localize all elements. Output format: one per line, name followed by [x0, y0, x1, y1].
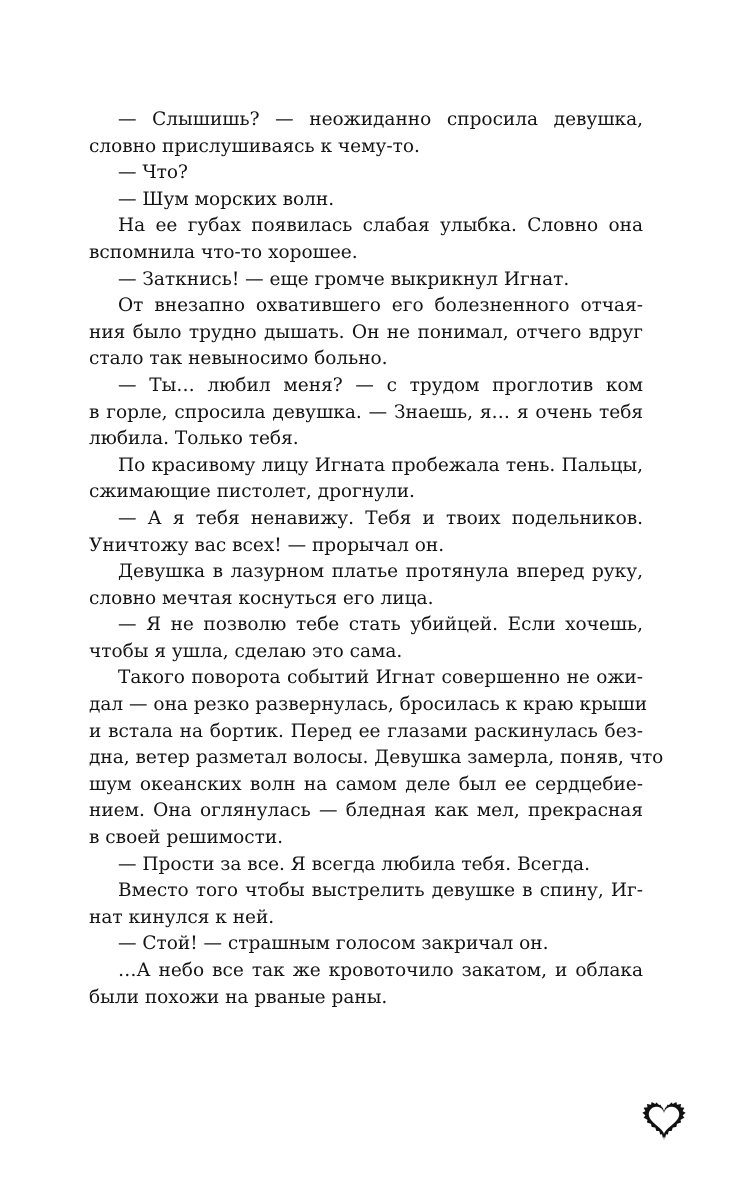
text-line: в своей решимости. [89, 827, 284, 849]
text-line: — Я не позволю тебе стать убийцей. Если хочешь, [118, 614, 643, 636]
text-line: — Прости за все. Я всегда любила тебя. Всегда. [118, 853, 590, 875]
text-line: дал — она резко развернулась, бросилась к краю крыши [89, 694, 648, 716]
text-line: — Слышишь? — неожиданно спросила девушка, [118, 109, 643, 130]
text-line: в горле, спросила девушка. — Знаешь, я… я очень тебя [89, 401, 643, 423]
text-line: Вместо того чтобы выстрелить девушке в спину, Иг- [118, 880, 643, 902]
text-line: сжимающие пистолет, дрогнули. [89, 481, 415, 503]
page-text [89, 107, 664, 1011]
text-line: Девушка в лазурном платье протянула вперед руку, [118, 561, 643, 583]
text-line: нат кинулся к ней. [89, 906, 275, 928]
text-line: — Ты… любил меня? — с трудом проглотив ком [118, 374, 643, 396]
text-line: были похожи на рваные раны. [89, 986, 388, 1008]
text-line: — Шум морских волн. [118, 188, 335, 210]
text-line: ния было трудно дышать. Он не понимал, отчего вдруг [89, 321, 643, 343]
text-line: вспомнила что-то хорошее. [89, 241, 358, 263]
text-line: стало так невыносимо больно. [89, 348, 388, 370]
text-line: — А я тебя ненавижу. Тебя и твоих подельников. [118, 507, 643, 529]
text-line: любила. Только тебя. [89, 428, 299, 450]
text-line: чтобы я ушла, сделаю это сама. [89, 640, 403, 662]
text-line: шум океанских волн на самом деле был ее сердцебие- [89, 773, 643, 795]
text-line: Уничтожу вас всех! — прорычал он. [89, 534, 445, 556]
text-line: — Что? [118, 162, 188, 184]
text-line: дна, ветер разметал волосы. Девушка замерла, поняв, что [89, 747, 664, 769]
text-line: словно прислушиваясь к чему-то. [89, 135, 420, 157]
text-line: — Заткнись! — еще громче выкрикнул Игнат. [118, 268, 570, 290]
text-line: и встала на бортик. Перед ее глазами раскинулась без- [89, 720, 643, 742]
thorny-heart-icon [640, 1095, 688, 1141]
text-line: От внезапно охватившего его болезненного отчая- [118, 295, 643, 317]
text-line: — Стой! — страшным голосом закричал он. [118, 933, 549, 955]
text-line: На ее губах появилась слабая улыбка. Словно она [118, 215, 643, 237]
text-line: Такого поворота событий Игнат совершенно не ожи- [118, 667, 643, 689]
text-line: …А небо все так же кровоточило закатом, и облака [118, 960, 643, 981]
text-line: нием. Она оглянулась — бледная как мел, прекрасная [89, 800, 643, 822]
text-line: По красивому лицу Игната пробежала тень. Пальцы, [118, 454, 643, 476]
text-line: словно мечтая коснуться его лица. [89, 587, 434, 609]
